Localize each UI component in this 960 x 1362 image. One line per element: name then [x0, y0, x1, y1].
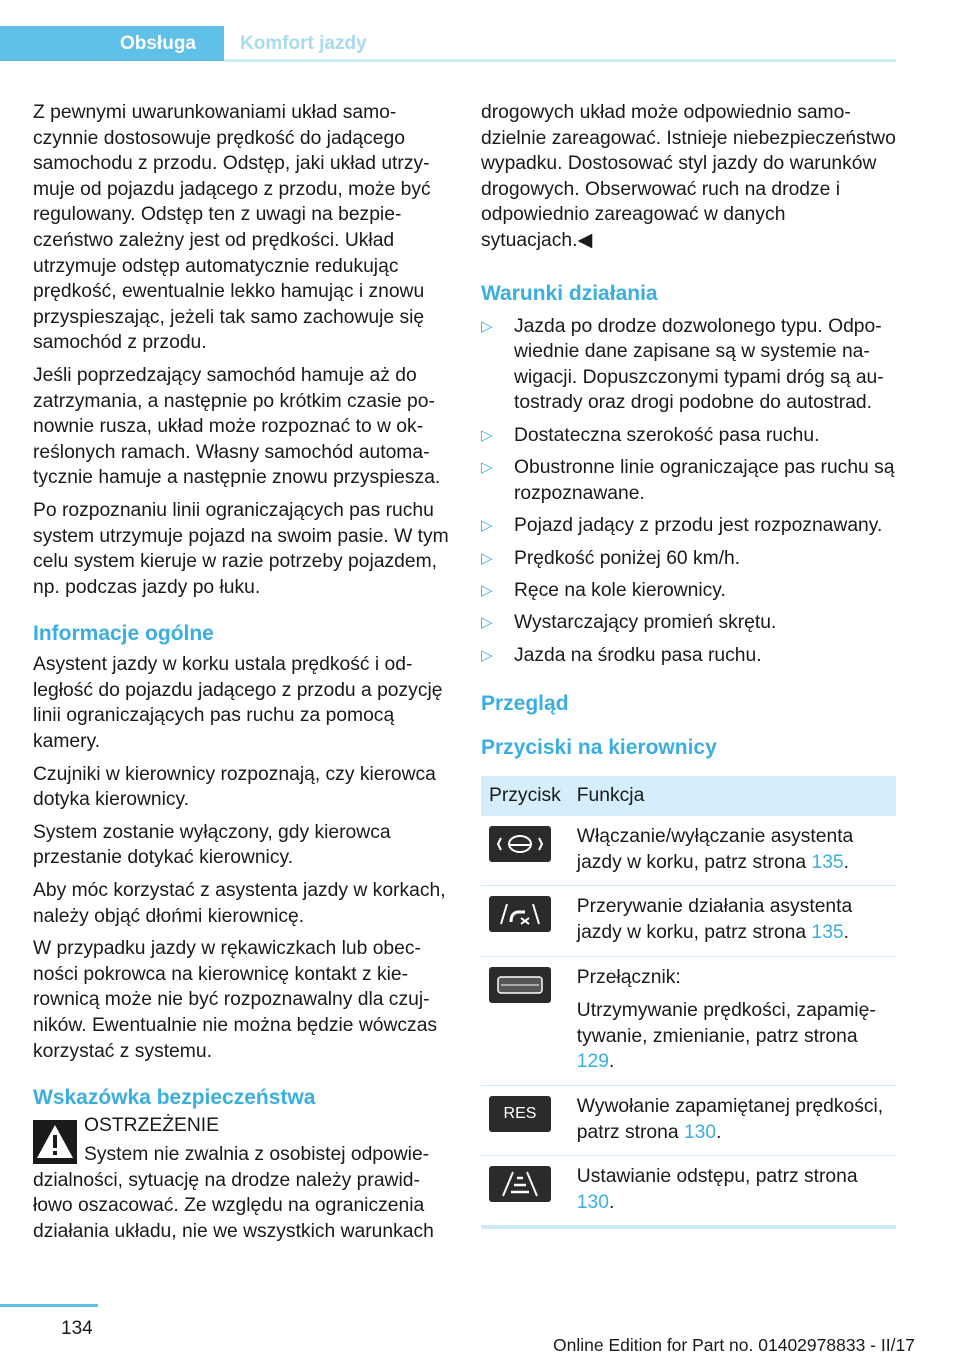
- bullet-triangle-icon: ▷: [481, 317, 493, 335]
- function-text: Wywołanie zapamiętanej prędkości, patrz strona: [576, 1096, 884, 1143]
- bullet-triangle-icon: ▷: [481, 426, 493, 444]
- left-column: [33, 100, 450, 1252]
- icon-cell: [481, 1086, 569, 1156]
- list-item: [481, 610, 896, 636]
- paragraph: drogowych układ może odpowiednio samodzielnie zareagować. Istnieje niebezpieczeństwo wypadku. Dostosować styl jazdy do warunków drogowych. Obserwować ruch na drodze i odpowiednio zareagować w danych sytuacjach.◀: [481, 102, 896, 251]
- list-item: [481, 423, 896, 449]
- table-row: [481, 956, 896, 1085]
- footer-divider: [0, 1304, 98, 1307]
- paragraph: Czujniki w kierownicy rozpoznają, czy kierowca dotyka kierownicy.: [33, 763, 436, 811]
- table-row: [481, 816, 896, 886]
- lane-assist-steering-icon: [489, 826, 551, 862]
- heading-general-info: Informacje ogólne: [33, 622, 214, 646]
- warning-title: OSTRZEŻENIE: [84, 1115, 219, 1137]
- list-item: [481, 578, 896, 604]
- warning-triangle-icon: [33, 1120, 77, 1164]
- list-item: [481, 455, 896, 506]
- lane-assist-pause-icon: [489, 896, 551, 932]
- buttons-table: [481, 776, 896, 1229]
- list-item-text: Jazda po drodze dozwolonego typu. Odpowiednie dane zapisane są w systemie nawigacji. Dopuszczonymi typami dróg są autostrady oraz drogi podobne do autostrad.: [514, 315, 884, 414]
- table-row: [481, 1156, 896, 1228]
- icon-cell: [481, 886, 569, 956]
- page-number: 134: [61, 1318, 93, 1339]
- page-link[interactable]: 135: [811, 851, 844, 873]
- paragraph: Asystent jazdy w korku ustala prędkość i odległość do pojazdu jadącego z przodu a pozycję linii ograniczających pas ruchu za pomocą kamery.: [33, 654, 443, 753]
- function-cell: Ustawianie odstępu, patrz strona 130.: [569, 1156, 896, 1228]
- bullet-triangle-icon: ▷: [481, 549, 493, 567]
- paragraph: Jeśli poprzedzający samochód hamuje aż do zatrzymania, a następnie po krótkim czasie ponownie rusza, układ może rozpoznać to w określonych ramach. Własny samochód automatycznie hamuje a następnie znowu przyspiesza.: [33, 364, 441, 489]
- paragraph: W przypadku jazdy w rękawiczkach lub obecności pokrowca na kierownicę kontakt z kierownicą może nie być rozpoznawalny dla czujników. Ewentualnie nie można będzie wówczas korzystać z systemu.: [33, 938, 438, 1062]
- chapter-tab[interactable]: [0, 26, 224, 61]
- function-cell: Przełącznik: Utrzymywanie prędkości, zapamiętywanie, zmienianie, patrz strona 129.: [569, 956, 896, 1085]
- list-item-text: Dostateczna szerokość pasa ruchu.: [514, 424, 820, 446]
- distance-setting-icon: [489, 1166, 551, 1202]
- table-header-row: [481, 776, 896, 816]
- right-column: [481, 100, 896, 1229]
- conditions-list: [481, 314, 896, 669]
- paragraph: Aby móc korzystać z asystenta jazdy w korkach, należy objąć dłońmi kierownicę.: [33, 880, 446, 927]
- heading-operating-conditions: Warunki działania: [481, 281, 658, 305]
- rocker-switch-icon: [489, 967, 551, 1003]
- icon-cell: [481, 1156, 569, 1228]
- table-row: [481, 1086, 896, 1156]
- list-item-text: Prędkość poniżej 60 km/h.: [514, 547, 741, 569]
- page-link[interactable]: 135: [811, 922, 844, 944]
- heading-steering-buttons: Przyciski na kierownicy: [481, 736, 717, 760]
- function-cell: Przerywanie działania asystenta jazdy w korku, patrz strona 135.: [569, 886, 896, 956]
- list-item-text: Wystarczający promień skrętu.: [514, 612, 777, 634]
- header-divider: [224, 59, 896, 62]
- list-item-text: Pojazd jadący z przodu jest rozpoznawany.: [514, 515, 883, 537]
- function-label: Przełącznik:: [576, 966, 681, 988]
- res-button-label: RES: [503, 1105, 537, 1123]
- edition-info: Online Edition for Part no. 01402978833 - II/17: [553, 1335, 915, 1355]
- heading-overview: Przegląd: [481, 692, 569, 716]
- warning-text-content: System nie zwalnia z osobistej odpowiedzialności, sytuację na drodze należy prawidłowo oszacować. Ze względu na ograniczenia działania układu, nie we wszystkich warunkach: [33, 1144, 434, 1242]
- function-cell: Wywołanie zapamiętanej prędkości, patrz strona 130.: [569, 1086, 896, 1156]
- paragraph: Po rozpoznaniu linii ograniczających pas ruchu system utrzymuje pojazd na swoim pasie. W tym celu system kieruje w razie potrzeby pojazdem, np. podczas jazdy po łuku.: [33, 499, 449, 598]
- table-row: [481, 886, 896, 956]
- chapter-title: Obsługa: [119, 32, 196, 54]
- list-item-text: Ręce na kole kierownicy.: [514, 579, 726, 601]
- bullet-triangle-icon: ▷: [481, 614, 493, 632]
- warning-text: [33, 1142, 450, 1244]
- list-item-text: Obustronne linie ograniczające pas ruchu są rozpoznawane.: [514, 457, 895, 504]
- page-link[interactable]: 129: [576, 1051, 609, 1073]
- list-item: [481, 513, 896, 539]
- function-text: Utrzymywanie prędkości, zapamiętywanie, zmienianie, patrz strona: [576, 1000, 876, 1047]
- bullet-triangle-icon: ▷: [481, 517, 493, 535]
- function-text: Ustawianie odstępu, patrz strona: [576, 1166, 858, 1188]
- bullet-triangle-icon: ▷: [481, 581, 493, 599]
- page-link[interactable]: 130: [683, 1121, 717, 1143]
- list-item: [481, 546, 896, 572]
- function-cell: Włączanie/wyłączanie asystenta jazdy w korku, patrz strona 135.: [569, 816, 896, 886]
- icon-cell: [481, 956, 569, 1085]
- function-text: Przerywanie działania asystenta jazdy w korku, patrz strona: [576, 896, 853, 944]
- icon-cell: [481, 816, 569, 886]
- column-header-button: Przycisk: [481, 776, 569, 816]
- heading-safety-note: Wskazówka bezpieczeństwa: [33, 1086, 316, 1110]
- list-item: [481, 643, 896, 669]
- function-text: Włączanie/wyłączanie asystenta jazdy w korku, patrz strona: [576, 826, 854, 873]
- bullet-triangle-icon: ▷: [481, 646, 493, 664]
- list-item: [481, 314, 896, 416]
- bullet-triangle-icon: ▷: [481, 459, 493, 477]
- section-title: Komfort jazdy: [240, 32, 367, 54]
- list-item-text: Jazda na środku pasa ruchu.: [514, 644, 762, 666]
- page-link[interactable]: 130: [576, 1191, 609, 1213]
- res-button-icon: [489, 1096, 551, 1132]
- column-header-function: Funkcja: [569, 776, 896, 816]
- paragraph: System zostanie wyłączony, gdy kierowca przestanie dotykać kierownicy.: [33, 821, 391, 869]
- paragraph: Z pewnymi uwarunkowaniami układ samoczynnie dostosowuje prędkość do jadącego samochodu z przodu. Odstęp, jaki układ utrzymuje od pojazdu jadącego z przodu, może być regulowany. Odstęp ten z uwagi na bezpieczeństwo zależny jest od prędkości. Układ utrzymuje odstęp automatycznie redukując prędkość, ewentualnie lekko hamując i znowu przyspieszając, jeżeli tak samo zachowuje się samochód z przodu.: [33, 102, 431, 354]
